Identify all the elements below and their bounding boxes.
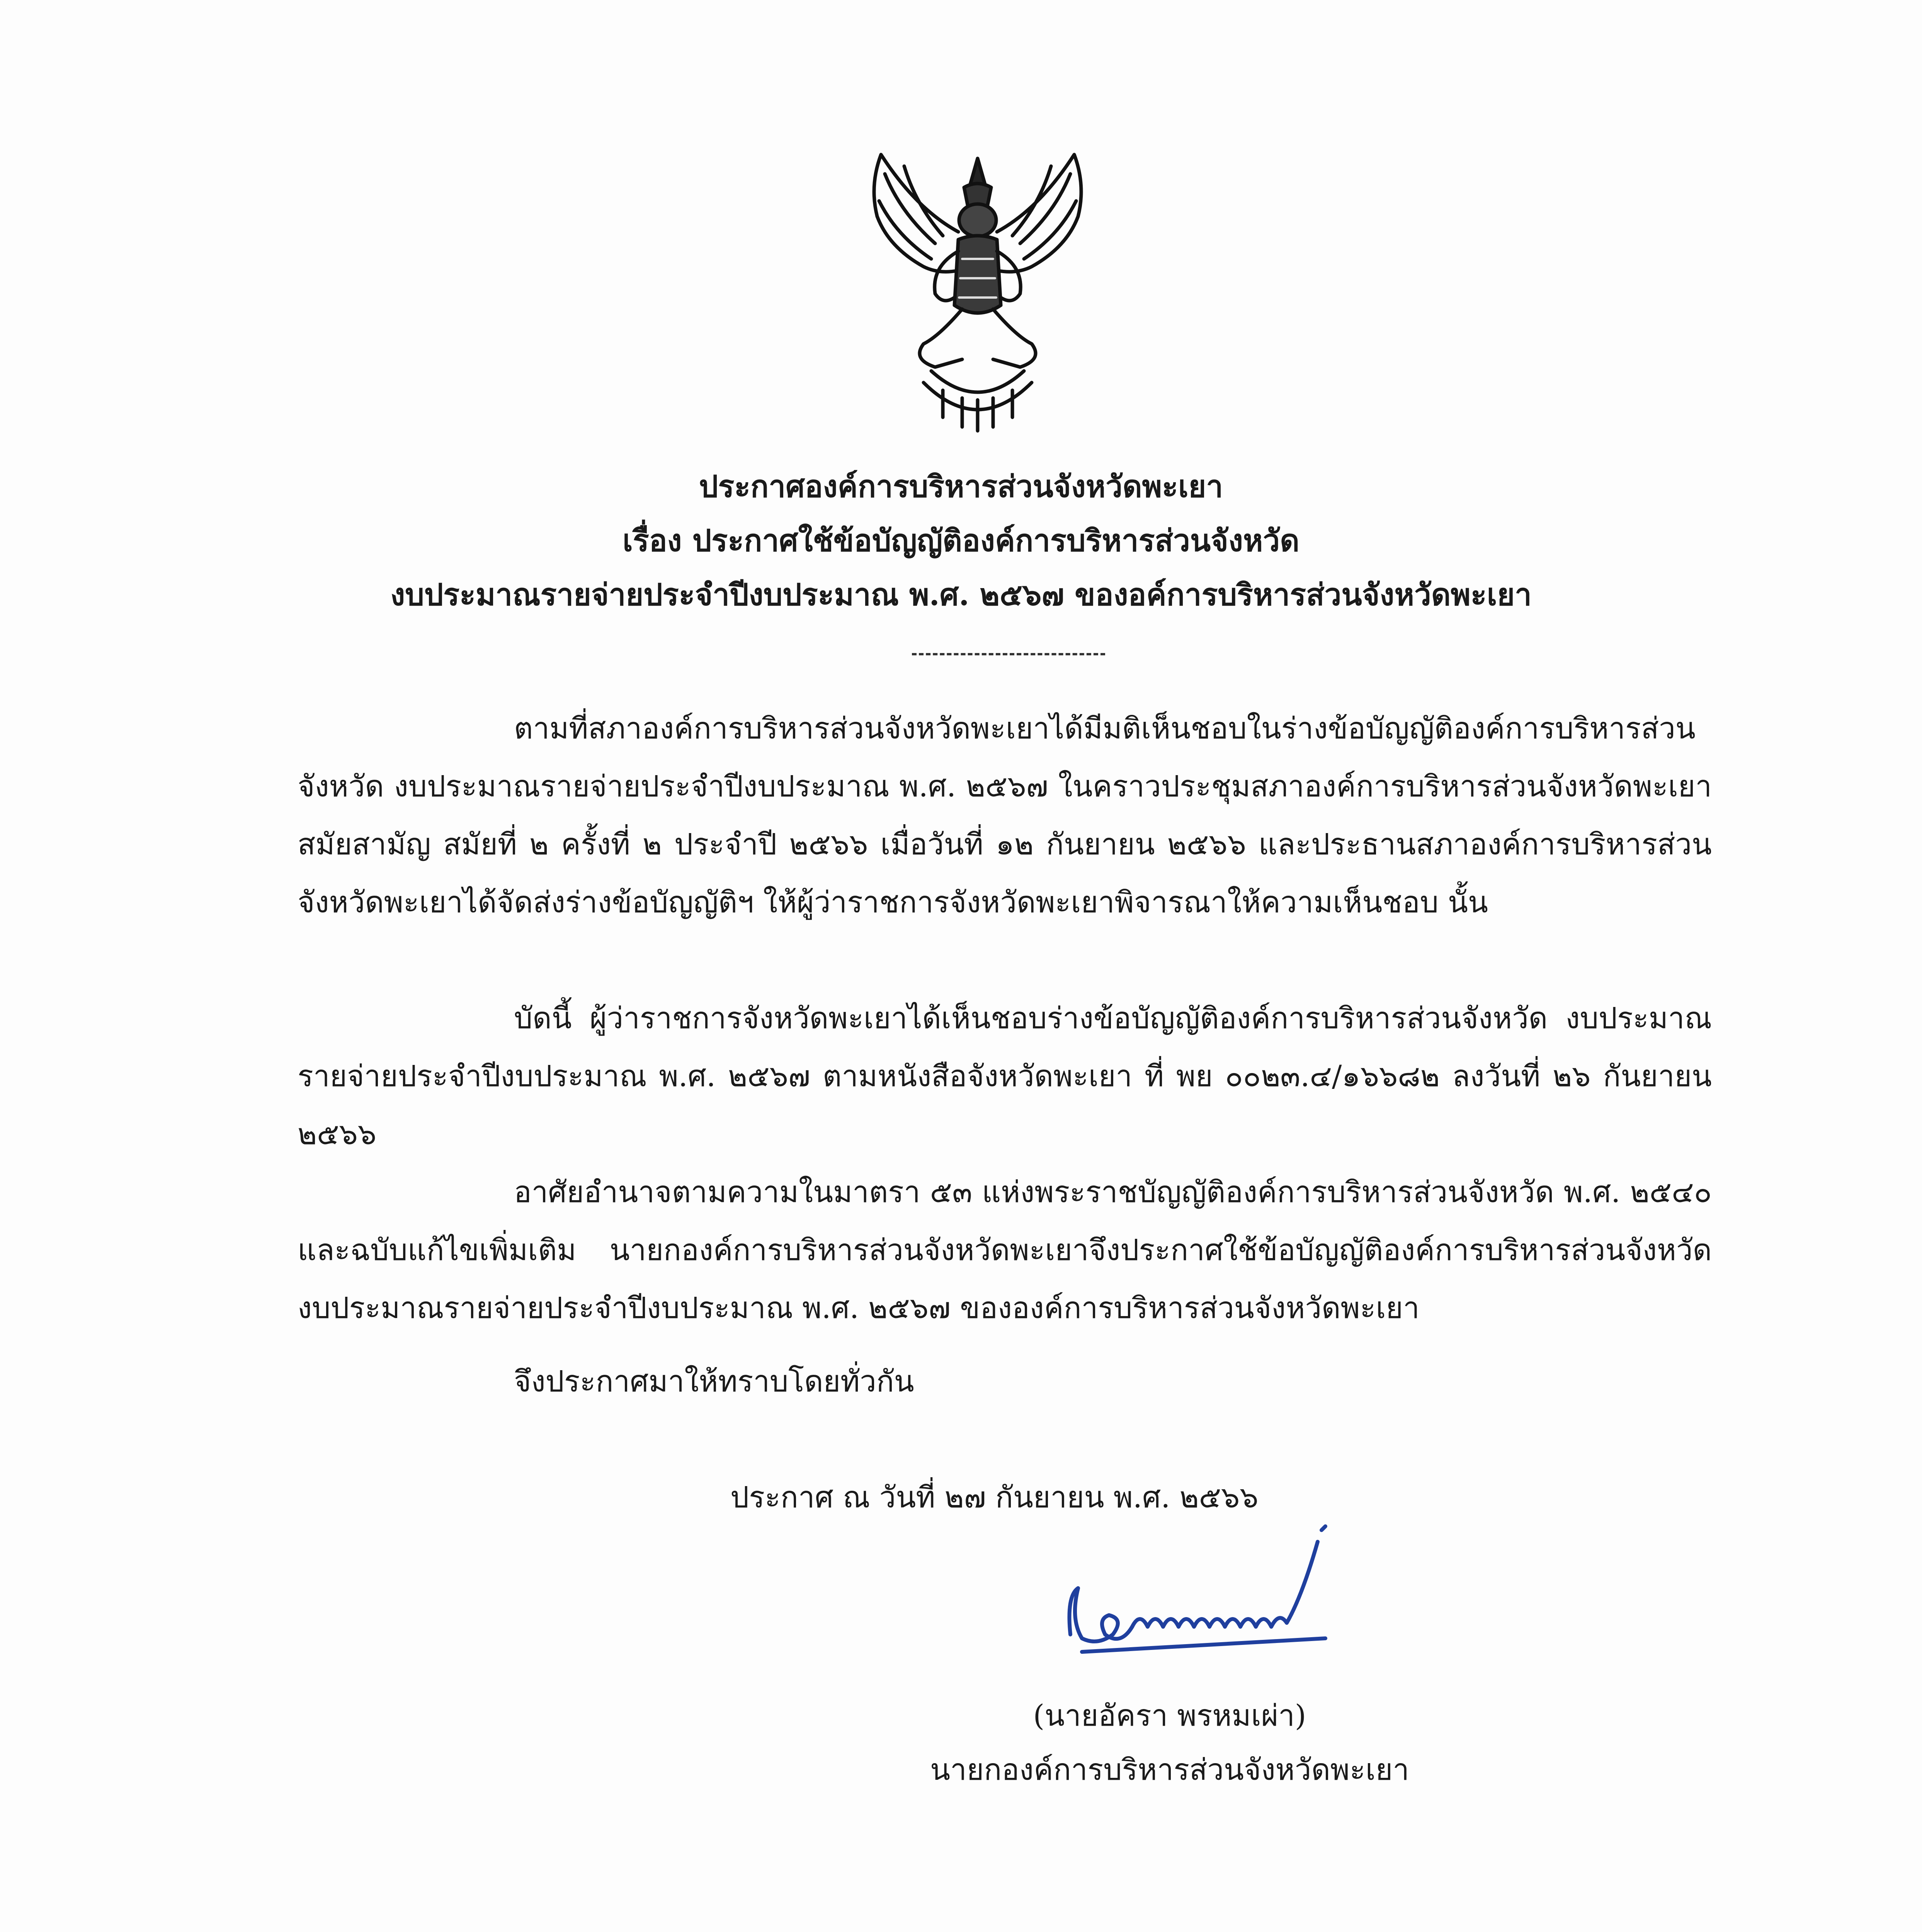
closing-statement: จึงประกาศมาให้ทราบโดยทั่วกัน — [514, 1364, 914, 1398]
body-paragraph-3: อาศัยอำนาจตามความในมาตรา ๕๓ แห่งพระราชบัญญัติองค์การบริหารส่วนจังหวัด พ.ศ. ๒๕๔๐ และฉบับแก้ไขเพิ่มเติม นายกองค์การบริหารส่วนจังหวัดพะเยาจึงประกาศใช้ข้อบัญญัติองค์การบริหารส่วนจังหวัด งบประมาณรายจ่ายประจำปีงบประมาณ พ.ศ. ๒๕๖๗ ขององค์การบริหารส่วนจังหวัดพะเยา — [298, 1175, 1712, 1325]
signatory-name: (นายอัครา พรหมเผ่า) — [1033, 1698, 1306, 1733]
title-line-1: ประกาศองค์การบริหารส่วนจังหวัดพะเยา — [699, 469, 1223, 504]
signatory-title: นายกองค์การบริหารส่วนจังหวัดพะเยา — [930, 1752, 1409, 1787]
garuda-emblem-icon — [846, 143, 1109, 437]
signature-icon — [1055, 1519, 1349, 1689]
title-line-2: เรื่อง ประกาศใช้ข้อบัญญัติองค์การบริหารส่วนจังหวัด — [623, 523, 1299, 558]
announcement-title — [0, 460, 1922, 622]
body-paragraph-1: ตามที่สภาองค์การบริหารส่วนจังหวัดพะเยาได้มีมติเห็นชอบในร่างข้อบัญญัติองค์การบริหารส่วนจังหวัด งบประมาณรายจ่ายประจำปีงบประมาณ พ.ศ. ๒๕๖๗ ในคราวประชุมสภาองค์การบริหารส่วนจังหวัดพะเยา สมัยสามัญ สมัยที่ ๒ ครั้งที่ ๒ ประจำปี ๒๕๖๖ เมื่อวันที่ ๑๒ กันยายน ๒๕๖๖ และประธานสภาองค์การบริหารส่วนจังหวัดพะเยาได้จัดส่งร่างข้อบัญญัติฯ ให้ผู้ว่าราชการจังหวัดพะเยาพิจารณาให้ความเห็นชอบ นั้น — [298, 711, 1712, 919]
title-line-3: งบประมาณรายจ่ายประจำปีงบประมาณ พ.ศ. ๒๕๖๗ ของอค์การบริหารส่วนจังหวัดพะเยา — [390, 577, 1532, 612]
title-separator — [912, 653, 1105, 655]
body-paragraph-2: บัดนี้ ผู้ว่าราชการจังหวัดพะเยาได้เห็นชอบร่างข้อบัญญัติองค์การบริหารส่วนจังหวัด งบประมาณรายจ่ายประจำปีงบประมาณ พ.ศ. ๒๕๖๗ ตามหนังสือจังหวัดพะเยา ที่ พย ๐๐๒๓.๔/๑๖๖๘๒ ลงวันที่ ๒๖ กันยายน ๒๕๖๖ — [298, 1001, 1712, 1151]
announcement-date: ประกาศ ณ วันที่ ๒๗ กันยายน พ.ศ. ๒๕๖๖ — [730, 1480, 1259, 1514]
